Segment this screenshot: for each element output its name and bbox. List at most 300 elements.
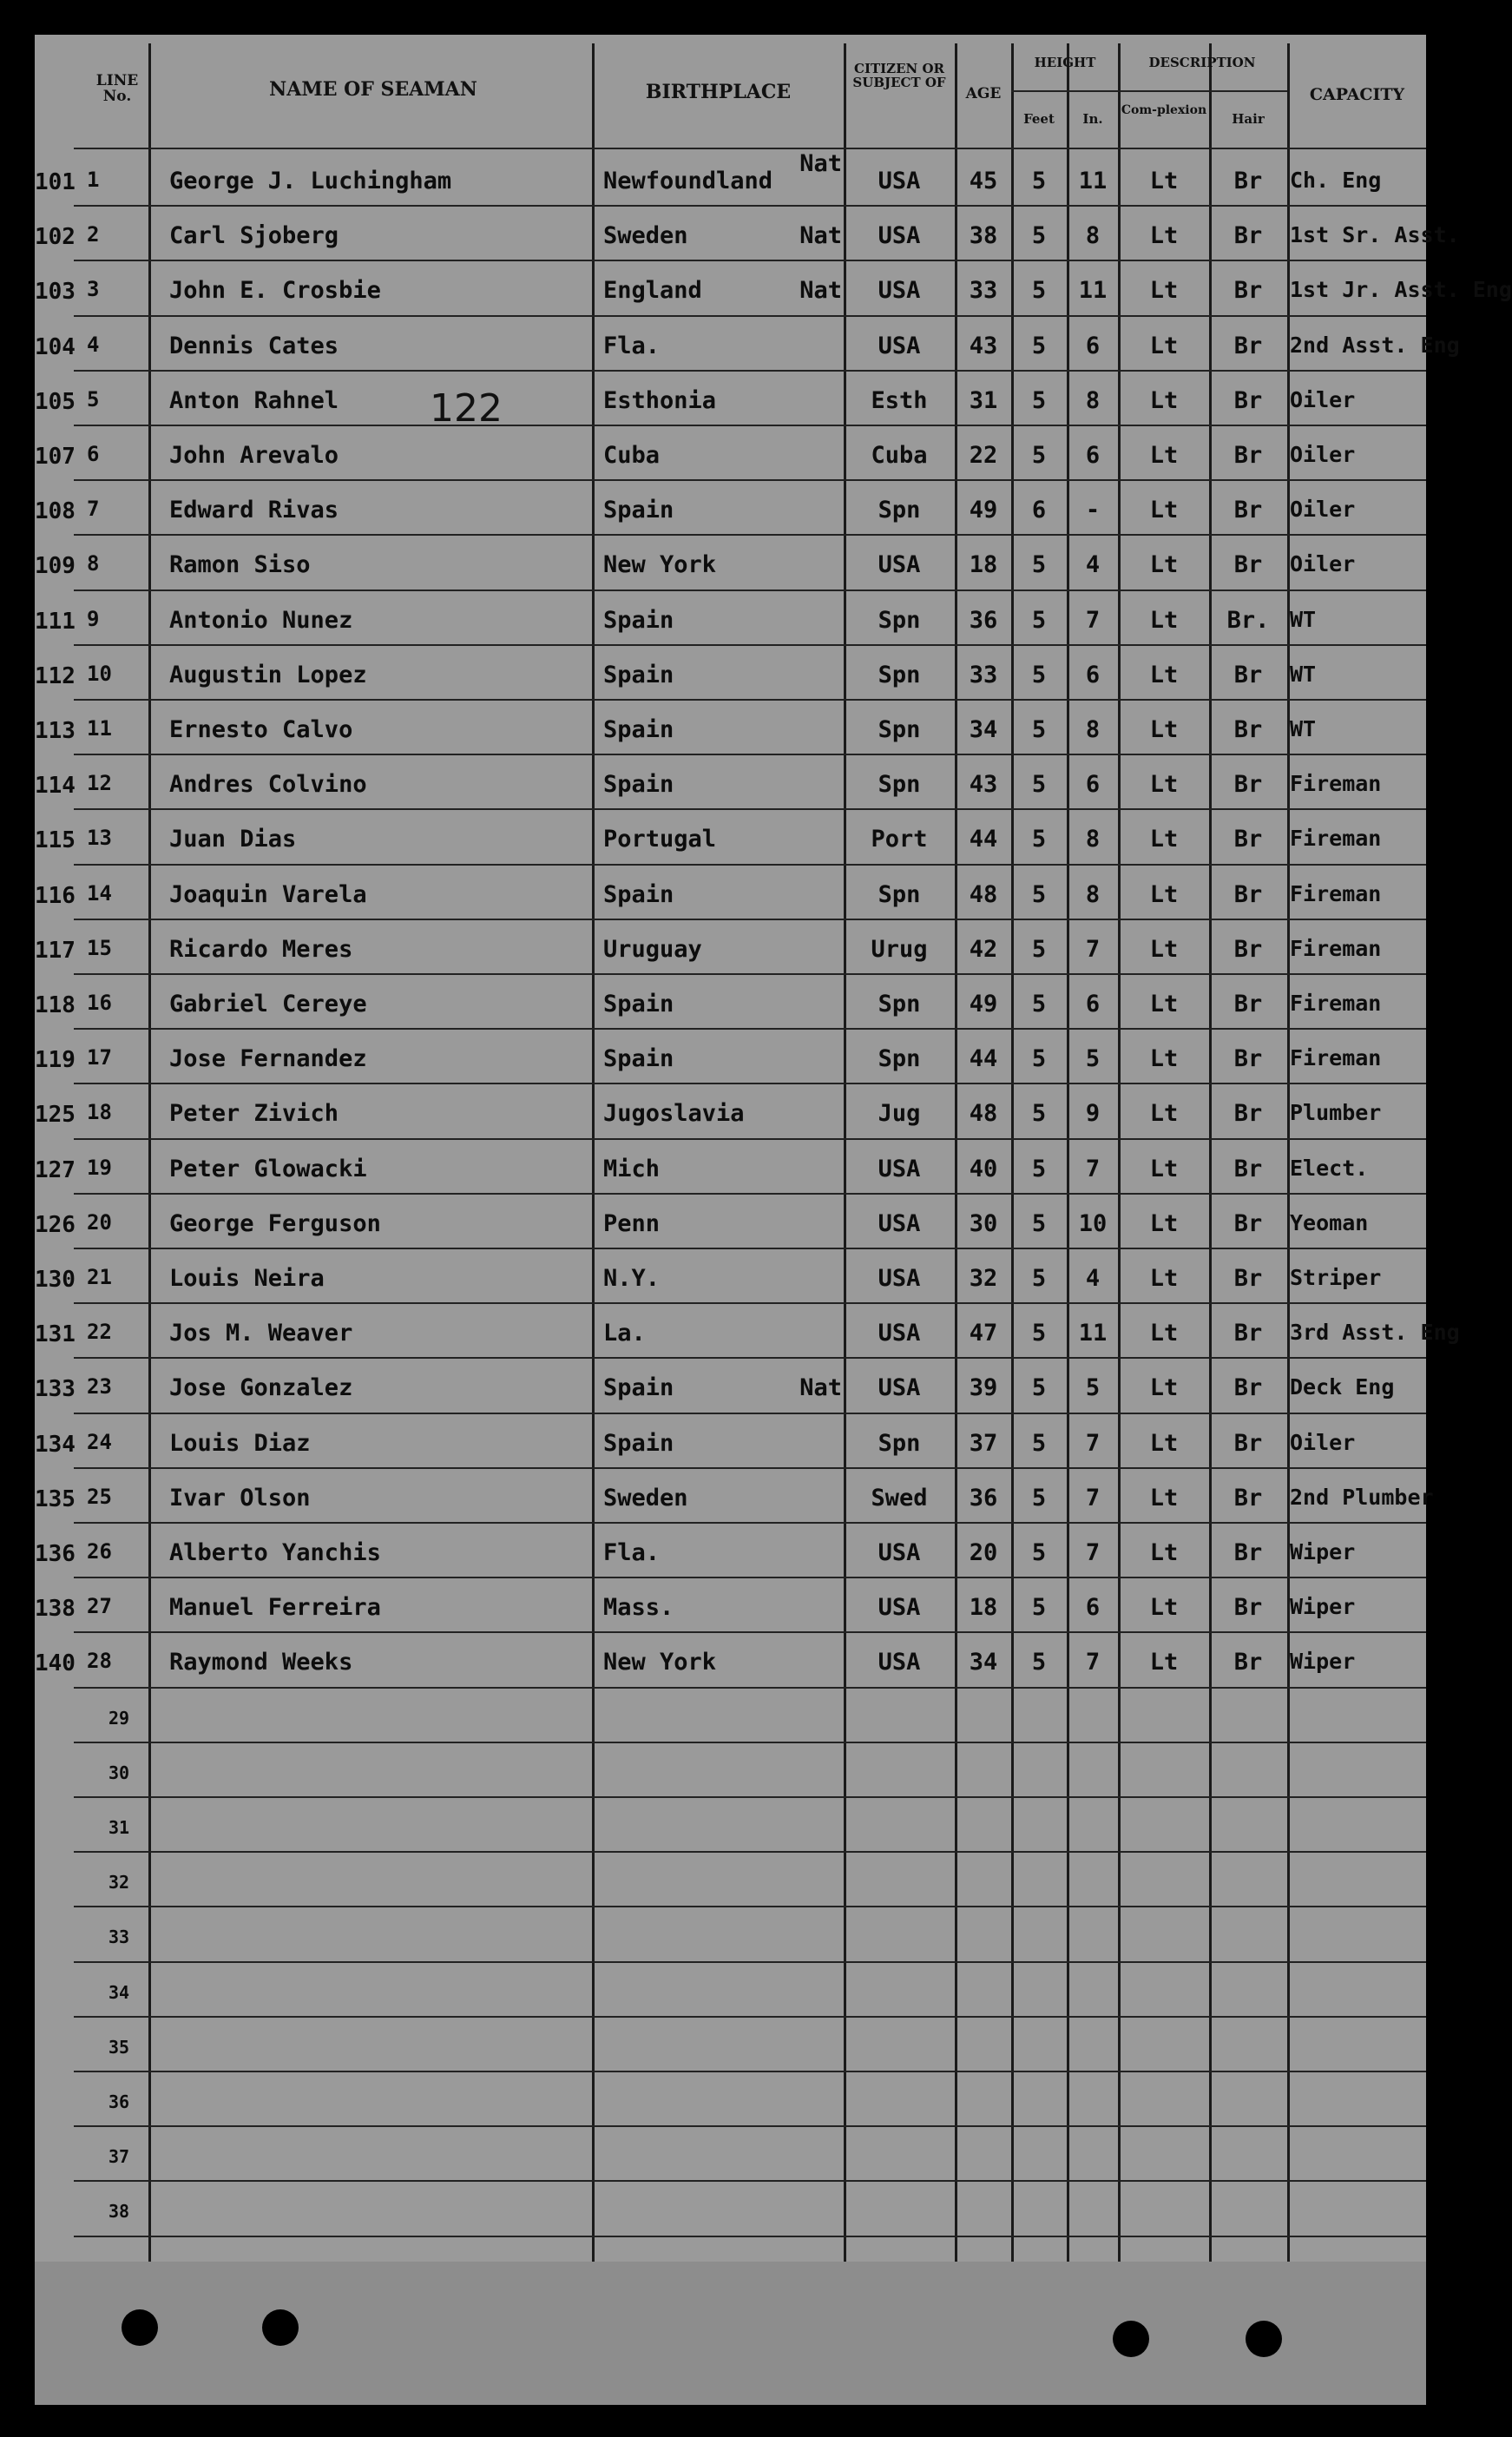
row-complexion: Lt <box>1149 551 1179 579</box>
row-reference-number: 116 <box>35 882 76 909</box>
punch-hole <box>262 2309 299 2346</box>
row-capacity: Plumber <box>1290 1100 1382 1126</box>
row-capacity: 3rd Asst. Eng <box>1290 1320 1460 1346</box>
row-reference-number: 103 <box>35 279 76 306</box>
row-citizen: USA <box>878 1374 921 1402</box>
row-hair: Br <box>1233 1209 1263 1237</box>
header-capacity: CAPACITY <box>1309 85 1405 104</box>
row-citizen: USA <box>878 1265 921 1292</box>
row-age: 36 <box>969 1484 998 1512</box>
empty-row-rule <box>74 2125 1426 2127</box>
row-complexion: Lt <box>1149 826 1179 853</box>
row-complexion: Lt <box>1149 1649 1179 1676</box>
row-line-number: 19 <box>87 1155 112 1180</box>
row-seaman-name: Raymond Weeks <box>169 1649 353 1676</box>
row-hair: Br <box>1233 1484 1263 1512</box>
row-seaman-name: Peter Glowacki <box>169 1155 367 1182</box>
row-line-number: 20 <box>87 1209 112 1235</box>
row-line-number: 24 <box>87 1429 112 1454</box>
empty-row-rule <box>74 1796 1426 1798</box>
row-citizen: USA <box>878 1320 921 1347</box>
row-complexion: Lt <box>1149 771 1179 799</box>
row-inches: 7 <box>1085 935 1101 963</box>
row-reference-number: 131 <box>35 1321 76 1348</box>
row-inches: 8 <box>1085 826 1101 853</box>
row-complexion: Lt <box>1149 332 1179 359</box>
row-birthplace: Sweden <box>603 1484 688 1512</box>
row-rule <box>74 425 1426 426</box>
row-hair: Br <box>1233 1265 1263 1292</box>
empty-line-number: 38 <box>108 2201 130 2223</box>
row-line-number: 13 <box>87 826 112 851</box>
row-age: 18 <box>969 1594 998 1622</box>
empty-row-rule <box>74 2071 1426 2072</box>
row-citizen: Port <box>871 826 928 853</box>
row-age: 34 <box>969 1649 998 1676</box>
row-hair: Br. <box>1226 606 1270 634</box>
row-hair: Br <box>1233 935 1263 963</box>
row-line-number: 28 <box>87 1649 112 1674</box>
row-citizen: Cuba <box>871 442 928 469</box>
sheet-bottom-margin <box>35 2262 1426 2405</box>
row-seaman-name: Jose Fernandez <box>169 1045 367 1073</box>
row-hair: Br <box>1233 1649 1263 1676</box>
row-reference-number: 125 <box>35 1102 76 1129</box>
row-rule <box>74 1083 1426 1084</box>
row-seaman-name: Antonio Nunez <box>169 606 353 634</box>
row-feet: 5 <box>1031 991 1047 1018</box>
row-hair: Br <box>1233 332 1263 359</box>
empty-line-number: 29 <box>108 1707 130 1729</box>
row-reference-number: 133 <box>35 1376 76 1403</box>
row-line-number: 5 <box>87 386 100 412</box>
row-age: 43 <box>969 771 998 799</box>
row-birthplace: Fla. <box>603 332 661 359</box>
row-citizen: USA <box>878 551 921 579</box>
empty-row-rule <box>74 2236 1426 2237</box>
row-age: 48 <box>969 1100 998 1128</box>
row-feet: 5 <box>1031 1100 1047 1128</box>
row-inches: 11 <box>1078 1320 1108 1347</box>
row-inches: 4 <box>1085 1265 1101 1292</box>
row-seaman-name: Juan Dias <box>169 826 297 853</box>
row-feet: 5 <box>1031 222 1047 250</box>
header-age: AGE <box>965 85 1002 102</box>
empty-row-rule <box>74 2016 1426 2018</box>
header-description: DESCRIPTION <box>1148 55 1256 70</box>
row-birthplace: Penn <box>603 1209 661 1237</box>
row-line-number: 26 <box>87 1539 112 1564</box>
row-rule <box>74 205 1426 207</box>
row-feet: 5 <box>1031 277 1047 305</box>
row-reference-number: 109 <box>35 553 76 580</box>
row-capacity: Oiler <box>1290 551 1356 577</box>
row-hair: Br <box>1233 1045 1263 1073</box>
row-feet: 5 <box>1031 935 1047 963</box>
row-complexion: Lt <box>1149 1594 1179 1622</box>
row-capacity: WT <box>1290 661 1317 687</box>
row-line-number: 7 <box>87 497 100 522</box>
row-inches: 8 <box>1085 716 1101 743</box>
row-age: 49 <box>969 991 998 1018</box>
row-feet: 5 <box>1031 1045 1047 1073</box>
row-birthplace: Jugoslavia <box>603 1100 745 1128</box>
row-line-number: 9 <box>87 606 100 631</box>
row-rule <box>74 1028 1426 1030</box>
row-line-number: 15 <box>87 935 112 960</box>
row-age: 45 <box>969 168 998 194</box>
row-complexion: Lt <box>1149 1209 1179 1237</box>
row-seaman-name: Jos M. Weaver <box>169 1320 353 1347</box>
row-line-number: 8 <box>87 551 100 576</box>
row-birthplace: Spain <box>603 606 674 634</box>
row-age: 47 <box>969 1320 998 1347</box>
row-birthplace: Spain <box>603 1429 674 1457</box>
row-complexion: Lt <box>1149 1374 1179 1402</box>
empty-row-rule <box>74 1906 1426 1907</box>
row-birthplace: Mich <box>603 1155 661 1182</box>
row-seaman-name: John E. Crosbie <box>169 277 381 305</box>
row-capacity: Elect. <box>1290 1155 1369 1181</box>
row-hair: Br <box>1233 1320 1263 1347</box>
row-birthplace: Spain <box>603 771 674 799</box>
row-complexion: Lt <box>1149 277 1179 305</box>
row-age: 42 <box>969 935 998 963</box>
row-birthplace: Spain <box>603 880 674 908</box>
header-complexion: Com-plexion <box>1121 103 1207 117</box>
row-citizen: Swed <box>871 1484 928 1512</box>
row-complexion: Lt <box>1149 1320 1179 1347</box>
row-hair: Br <box>1233 168 1263 194</box>
empty-line-number: 32 <box>108 1872 130 1894</box>
empty-row-rule <box>74 1851 1426 1853</box>
row-age: 33 <box>969 277 998 305</box>
row-capacity: Deck Eng <box>1290 1374 1395 1400</box>
row-rule <box>74 754 1426 755</box>
header-feet: Feet <box>1023 111 1055 127</box>
header-name: NAME OF SEAMAN <box>269 78 477 101</box>
row-feet: 5 <box>1031 716 1047 743</box>
row-capacity: Wiper <box>1290 1539 1356 1564</box>
row-hair: Br <box>1233 1594 1263 1622</box>
row-inches: 11 <box>1078 277 1108 305</box>
row-citizen: Spn <box>878 716 921 743</box>
row-birthplace: Spain <box>603 1045 674 1073</box>
row-citizen: USA <box>878 222 921 250</box>
row-reference-number: 119 <box>35 1047 76 1074</box>
header-subline <box>1011 90 1287 92</box>
row-line-number: 22 <box>87 1320 112 1345</box>
row-seaman-name: Andres Colvino <box>169 771 367 799</box>
row-citizen: USA <box>878 1155 921 1182</box>
row-citizen: Esth <box>871 386 928 414</box>
row-citizen: Spn <box>878 1045 921 1073</box>
row-seaman-name: Ramon Siso <box>169 551 311 579</box>
row-birthplace: Newfoundland <box>603 168 773 194</box>
row-capacity: Yeoman <box>1290 1209 1369 1235</box>
row-feet: 5 <box>1031 1320 1047 1347</box>
row-citizen: Urug <box>871 935 928 963</box>
row-rule <box>74 479 1426 481</box>
row-complexion: Lt <box>1149 880 1179 908</box>
row-citizen: Spn <box>878 880 921 908</box>
row-line-number: 14 <box>87 880 112 906</box>
row-citizen: Spn <box>878 771 921 799</box>
row-feet: 5 <box>1031 1539 1047 1566</box>
row-feet: 5 <box>1031 1484 1047 1512</box>
row-birthplace: Spain <box>603 497 674 524</box>
empty-line-number: 31 <box>108 1817 130 1838</box>
row-rule <box>74 864 1426 866</box>
row-complexion: Lt <box>1149 1484 1179 1512</box>
row-hair: Br <box>1233 1374 1263 1402</box>
row-complexion: Lt <box>1149 1265 1179 1292</box>
row-reference-number: 111 <box>35 608 76 635</box>
row-birthplace: La. <box>603 1320 646 1347</box>
row-line-number: 18 <box>87 1100 112 1125</box>
row-inches: 8 <box>1085 880 1101 908</box>
row-birthplace: Portugal <box>603 826 717 853</box>
row-birthplace: N.Y. <box>603 1265 661 1292</box>
row-inches: 8 <box>1085 386 1101 414</box>
row-feet: 5 <box>1031 1429 1047 1457</box>
row-complexion: Lt <box>1149 442 1179 469</box>
row-citizen: USA <box>878 1594 921 1622</box>
row-inches: 6 <box>1085 661 1101 688</box>
row-complexion: Lt <box>1149 991 1179 1018</box>
row-birthplace: Mass. <box>603 1594 674 1622</box>
row-line-number: 23 <box>87 1374 112 1400</box>
row-complexion: Lt <box>1149 716 1179 743</box>
row-feet: 5 <box>1031 1649 1047 1676</box>
row-birthplace: Spain <box>603 661 674 688</box>
row-rule <box>74 1248 1426 1249</box>
row-age: 32 <box>969 1265 998 1292</box>
header-line-no: LINE No. <box>95 72 139 105</box>
row-rule <box>74 1687 1426 1689</box>
row-reference-number: 118 <box>35 992 76 1018</box>
row-feet: 5 <box>1031 1374 1047 1402</box>
row-line-number: 4 <box>87 332 100 357</box>
row-reference-number: 112 <box>35 662 76 689</box>
header-birthplace: BIRTHPLACE <box>645 81 792 103</box>
row-inches: 8 <box>1085 222 1101 250</box>
row-rule <box>74 1413 1426 1414</box>
row-complexion: Lt <box>1149 1539 1179 1566</box>
row-rule <box>74 919 1426 920</box>
row-age: 20 <box>969 1539 998 1566</box>
row-age: 22 <box>969 442 998 469</box>
row-feet: 5 <box>1031 1594 1047 1622</box>
row-inches: 4 <box>1085 551 1101 579</box>
row-line-number: 2 <box>87 222 100 247</box>
row-capacity: 2nd Asst. Eng <box>1290 332 1460 358</box>
row-feet: 6 <box>1031 497 1047 524</box>
row-complexion: Lt <box>1149 386 1179 414</box>
row-inches: 7 <box>1085 1155 1101 1182</box>
row-capacity: 1st Jr. Asst. Eng <box>1290 277 1512 303</box>
row-capacity: Fireman <box>1290 935 1382 961</box>
empty-row-rule <box>74 1742 1426 1743</box>
row-feet: 5 <box>1031 551 1047 579</box>
row-citizen: USA <box>878 1539 921 1566</box>
row-inches: 5 <box>1085 1374 1101 1402</box>
row-hair: Br <box>1233 222 1263 250</box>
row-line-number: 21 <box>87 1265 112 1289</box>
row-hair: Br <box>1233 1539 1263 1566</box>
row-feet: 5 <box>1031 442 1047 469</box>
row-complexion: Lt <box>1149 606 1179 634</box>
row-age: 49 <box>969 497 998 524</box>
crew-list-sheet <box>35 35 1512 2405</box>
row-naturalized: Nat <box>799 222 842 250</box>
row-hair: Br <box>1233 716 1263 743</box>
row-capacity: Fireman <box>1290 991 1382 1016</box>
row-rule <box>74 1577 1426 1578</box>
row-line-number: 12 <box>87 771 112 796</box>
row-capacity: Ch. Eng <box>1290 168 1382 193</box>
row-line-number: 25 <box>87 1484 112 1509</box>
header-hair: Hair <box>1232 111 1265 127</box>
row-seaman-name: Edward Rivas <box>169 497 339 524</box>
row-capacity: Fireman <box>1290 880 1382 906</box>
row-capacity: Fireman <box>1290 1045 1382 1071</box>
row-age: 38 <box>969 222 998 250</box>
header-height: HEIGHT <box>1034 55 1096 70</box>
row-inches: 6 <box>1085 771 1101 799</box>
row-citizen: USA <box>878 168 921 194</box>
row-reference-number: 104 <box>35 333 76 360</box>
row-inches: 5 <box>1085 1045 1101 1073</box>
row-inches: 6 <box>1085 332 1101 359</box>
header-bottom-line <box>74 148 1426 149</box>
row-capacity: Fireman <box>1290 826 1382 852</box>
row-rule <box>74 1467 1426 1469</box>
row-citizen: USA <box>878 1649 921 1676</box>
row-reference-number: 134 <box>35 1431 76 1458</box>
row-seaman-name: Alberto Yanchis <box>169 1539 381 1566</box>
row-inches: 7 <box>1085 1429 1101 1457</box>
row-rule <box>74 315 1426 317</box>
row-birthplace: Spain <box>603 716 674 743</box>
row-seaman-name: George J. Luchingham <box>169 168 452 194</box>
row-rule <box>74 589 1426 591</box>
row-age: 39 <box>969 1374 998 1402</box>
row-hair: Br <box>1233 497 1263 524</box>
row-seaman-name: Gabriel Cereye <box>169 991 367 1018</box>
row-hair: Br <box>1233 386 1263 414</box>
row-reference-number: 130 <box>35 1267 76 1293</box>
row-feet: 5 <box>1031 826 1047 853</box>
row-birthplace: Spain <box>603 1374 674 1402</box>
row-feet: 5 <box>1031 661 1047 688</box>
row-reference-number: 108 <box>35 498 76 525</box>
row-capacity: Oiler <box>1290 442 1356 467</box>
row-rule <box>74 699 1426 701</box>
row-hair: Br <box>1233 991 1263 1018</box>
row-rule <box>74 1193 1426 1195</box>
row-naturalized: Nat <box>799 150 842 177</box>
row-age: 44 <box>969 1045 998 1073</box>
punch-hole <box>1246 2321 1282 2357</box>
row-line-number: 17 <box>87 1045 112 1070</box>
row-rule <box>74 644 1426 646</box>
row-complexion: Lt <box>1149 1100 1179 1128</box>
row-reference-number: 101 <box>35 169 76 195</box>
row-feet: 5 <box>1031 771 1047 799</box>
row-feet: 5 <box>1031 332 1047 359</box>
row-reference-number: 107 <box>35 444 76 470</box>
row-capacity: WT <box>1290 606 1317 632</box>
row-birthplace: Sweden <box>603 222 688 250</box>
row-birthplace: Cuba <box>603 442 661 469</box>
row-reference-number: 138 <box>35 1596 76 1623</box>
row-rule <box>74 808 1426 810</box>
row-seaman-name: Augustin Lopez <box>169 661 367 688</box>
row-age: 36 <box>969 606 998 634</box>
empty-row-rule <box>74 2180 1426 2182</box>
row-capacity: Striper <box>1290 1265 1382 1290</box>
row-complexion: Lt <box>1149 222 1179 250</box>
row-rule <box>74 1302 1426 1304</box>
row-age: 18 <box>969 551 998 579</box>
row-complexion: Lt <box>1149 1155 1179 1182</box>
row-age: 43 <box>969 332 998 359</box>
row-rule <box>74 1357 1426 1359</box>
empty-line-number: 36 <box>108 2091 130 2112</box>
row-hair: Br <box>1233 1429 1263 1457</box>
row-inches: 11 <box>1078 168 1108 194</box>
empty-line-number: 34 <box>108 1981 130 2003</box>
row-birthplace: New York <box>603 1649 717 1676</box>
row-seaman-name: Joaquin Varela <box>169 880 367 908</box>
row-seaman-name: Jose Gonzalez <box>169 1374 353 1402</box>
row-inches: 7 <box>1085 606 1101 634</box>
row-rule <box>74 260 1426 261</box>
row-feet: 5 <box>1031 386 1047 414</box>
row-reference-number: 113 <box>35 718 76 744</box>
row-naturalized: Nat <box>799 277 842 305</box>
row-reference-number: 127 <box>35 1156 76 1183</box>
row-age: 40 <box>969 1155 998 1182</box>
header-inches: In. <box>1082 111 1103 127</box>
row-seaman-name: Manuel Ferreira <box>169 1594 381 1622</box>
row-line-number: 27 <box>87 1594 112 1619</box>
row-seaman-name: Ivar Olson <box>169 1484 311 1512</box>
row-inches: 9 <box>1085 1100 1101 1128</box>
row-rule <box>74 1522 1426 1524</box>
row-capacity: 1st Sr. Asst. <box>1290 222 1460 248</box>
row-capacity: WT <box>1290 716 1317 741</box>
empty-line-number: 35 <box>108 2036 130 2058</box>
row-rule <box>74 1631 1426 1633</box>
row-seaman-name: Anton Rahnel <box>169 386 339 414</box>
row-capacity: Oiler <box>1290 497 1356 523</box>
row-feet: 5 <box>1031 1155 1047 1182</box>
row-seaman-name: Peter Zivich <box>169 1100 339 1128</box>
row-birthplace: Spain <box>603 991 674 1018</box>
row-reference-number: 126 <box>35 1211 76 1238</box>
row-inches: 6 <box>1085 1594 1101 1622</box>
row-complexion: Lt <box>1149 935 1179 963</box>
row-feet: 5 <box>1031 168 1047 194</box>
row-seaman-name: Ernesto Calvo <box>169 716 353 743</box>
row-inches: 7 <box>1085 1484 1101 1512</box>
row-birthplace: England <box>603 277 702 305</box>
row-feet: 5 <box>1031 1209 1047 1237</box>
row-reference-number: 140 <box>35 1650 76 1677</box>
row-inches: - <box>1085 497 1101 524</box>
